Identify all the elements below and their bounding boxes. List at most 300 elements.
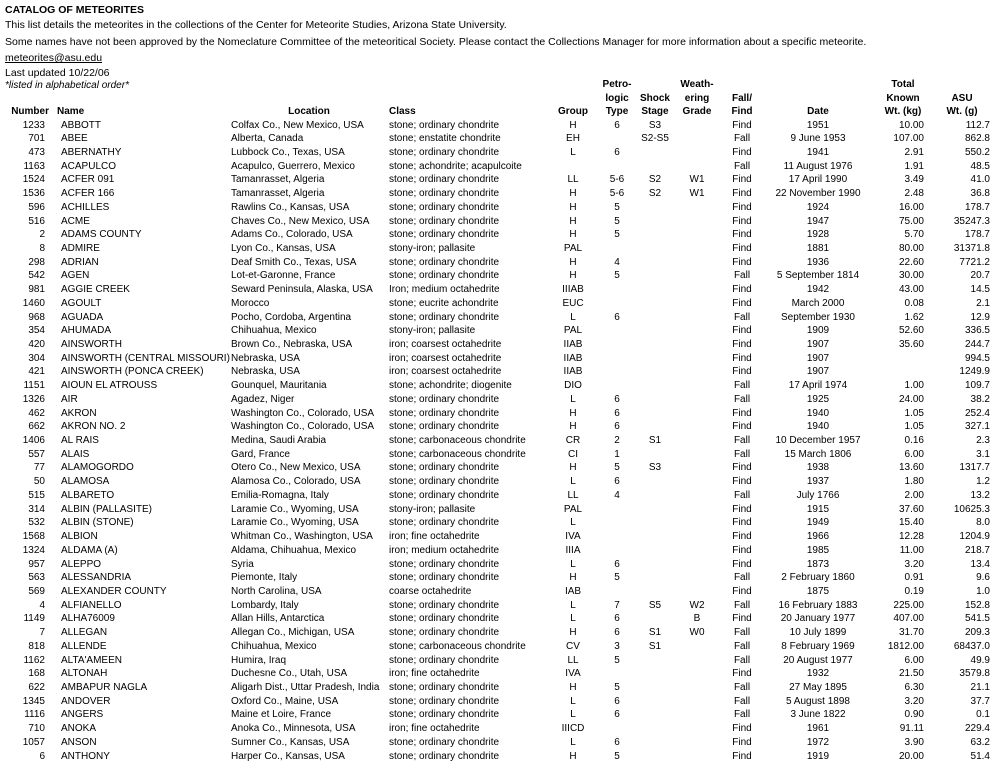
cell-date: 17 April 1974 xyxy=(788,380,848,392)
cell-number: 4 xyxy=(39,599,45,611)
cell-fall-find: Fall xyxy=(733,654,751,666)
cell-group: PAL xyxy=(563,325,583,337)
cell-number: 1163 xyxy=(23,160,45,172)
cell-weathering-grade xyxy=(674,365,720,379)
cell-number: 557 xyxy=(28,448,45,460)
table-row xyxy=(5,215,990,229)
cell-petrologic-type: 7 xyxy=(614,599,620,611)
col-header-group: Group xyxy=(558,106,588,117)
cell-location: Aligarh Dist., Uttar Pradesh, India xyxy=(231,681,380,693)
cell-number: 2 xyxy=(39,229,45,241)
cell-class: stone; ordinary chondrite xyxy=(389,558,500,570)
cell-class: stone; ordinary chondrite xyxy=(389,517,500,529)
cell-weathering-grade xyxy=(674,160,720,174)
cell-total-weight: 43.00 xyxy=(898,284,924,296)
cell-fall-find: Fall xyxy=(733,627,751,639)
cell-group: IIAB xyxy=(563,352,583,364)
cell-shock-stage xyxy=(636,146,674,160)
cell-name: ALAMOGORDO xyxy=(61,462,134,474)
cell-class: stone; enstatite chondrite xyxy=(389,133,501,145)
cell-number: 981 xyxy=(28,284,45,296)
cell-group: CV xyxy=(566,640,580,652)
cell-location: Morocco xyxy=(231,297,270,309)
cell-asu-weight: 20.7 xyxy=(970,270,990,282)
table-row xyxy=(5,654,990,668)
table-row xyxy=(5,119,990,133)
cell-group: H xyxy=(569,421,577,433)
cell-asu-weight: 49.9 xyxy=(970,654,990,666)
table-row xyxy=(5,434,990,448)
table-row xyxy=(5,558,990,572)
cell-number: 968 xyxy=(28,311,45,323)
cell-location: Laramie Co., Wyoming, USA xyxy=(231,517,359,529)
cell-group: L xyxy=(570,695,576,707)
table-row xyxy=(5,242,990,256)
cell-petrologic-type xyxy=(598,585,636,599)
table-row xyxy=(5,544,990,558)
cell-name: AINSWORTH (CENTRAL MISSOURI) xyxy=(61,352,230,364)
table-row xyxy=(5,750,990,764)
cell-petrologic-type xyxy=(598,530,636,544)
cell-petrologic-type: 6 xyxy=(614,627,620,639)
cell-total-weight: 37.60 xyxy=(898,503,924,515)
cell-asu-weight: 3579.8 xyxy=(959,668,990,680)
cell-total-weight: 107.00 xyxy=(893,133,924,145)
table-row xyxy=(5,516,990,530)
cell-group: H xyxy=(569,462,577,474)
cell-shock-stage xyxy=(636,708,674,722)
cell-asu-weight: 48.5 xyxy=(970,160,990,172)
cell-shock-stage xyxy=(636,269,674,283)
cell-weathering-grade xyxy=(674,420,720,434)
table-row xyxy=(5,365,990,379)
cell-shock-stage: S1 xyxy=(648,627,662,639)
cell-shock-stage xyxy=(636,489,674,503)
cell-fall-find: Find xyxy=(732,297,752,309)
table-row xyxy=(5,352,990,366)
cell-number: 818 xyxy=(28,640,45,652)
cell-name: ALAIS xyxy=(61,448,90,460)
cell-petrologic-type: 4 xyxy=(614,256,620,268)
cell-weathering-grade xyxy=(674,516,720,530)
cell-number: 710 xyxy=(28,723,45,735)
cell-date: 1985 xyxy=(806,544,830,556)
cell-petrologic-type xyxy=(598,379,636,393)
cell-asu-weight: 550.2 xyxy=(964,146,990,158)
col-header-number: Number xyxy=(11,106,49,117)
cell-location: Lubbock Co., Texas, USA xyxy=(231,146,345,158)
cell-petrologic-type xyxy=(598,132,636,146)
cell-location: Agadez, Niger xyxy=(231,393,295,405)
cell-group: L xyxy=(570,517,576,529)
cell-asu-weight: 0.1 xyxy=(976,709,990,721)
table-row xyxy=(5,132,990,146)
cell-class: stone; ordinary chondrite xyxy=(389,146,500,158)
contact-email-link[interactable]: meteorites@asu.edu xyxy=(5,52,103,64)
cell-name: ABEE xyxy=(61,133,88,145)
cell-location: Nebraska, USA xyxy=(231,366,300,378)
cell-asu-weight: 12.9 xyxy=(970,311,990,323)
cell-location: Washington Co., Colorado, USA xyxy=(231,407,375,419)
table-row xyxy=(5,599,990,613)
cell-total-weight: 1.00 xyxy=(904,380,924,392)
cell-weathering-grade xyxy=(674,297,720,311)
cell-location: Alberta, Canada xyxy=(231,133,304,145)
cell-petrologic-type: 5 xyxy=(614,462,620,474)
cell-asu-weight: 252.4 xyxy=(964,407,990,419)
cell-total-weight: 16.00 xyxy=(898,201,924,213)
cell-fall-find: Find xyxy=(732,503,752,515)
cell-petrologic-type: 5-6 xyxy=(609,174,625,186)
cell-location: Brown Co., Nebraska, USA xyxy=(231,339,353,350)
cell-group: H xyxy=(569,572,577,584)
cell-petrologic-type: 6 xyxy=(614,558,620,570)
cell-weathering-grade xyxy=(674,681,720,695)
cell-number: 473 xyxy=(28,146,45,158)
cell-total-weight: 15.40 xyxy=(898,517,924,529)
cell-fall-find: Fall xyxy=(733,311,751,323)
cell-name: ALLEGAN xyxy=(61,627,108,639)
cell-weathering-grade xyxy=(674,119,720,133)
cell-class: iron; coarsest octahedrite xyxy=(389,352,502,364)
cell-asu-weight: 1204.9 xyxy=(959,531,990,543)
cell-date: March 2000 xyxy=(791,297,845,309)
cell-date: 1907 xyxy=(806,352,830,364)
cell-group: LL xyxy=(567,654,579,666)
cell-number: 8 xyxy=(39,242,45,254)
cell-location: Washington Co., Colorado, USA xyxy=(231,421,375,433)
cell-number: 622 xyxy=(28,681,45,693)
cell-fall-find: Fall xyxy=(733,572,751,584)
cell-location: Otero Co., New Mexico, USA xyxy=(231,462,361,474)
cell-number: 420 xyxy=(28,339,45,350)
cell-shock-stage xyxy=(636,338,674,352)
cell-group: EH xyxy=(566,133,580,145)
cell-location: Duchesne Co., Utah, USA xyxy=(231,668,348,680)
cell-group: LL xyxy=(567,174,579,186)
cell-name: ALLENDE xyxy=(61,640,107,652)
cell-location: Lombardy, Italy xyxy=(231,599,299,611)
cell-name: AGOULT xyxy=(61,297,102,309)
cell-class: stone; achondrite; acapulcoite xyxy=(389,160,522,172)
cell-class: stone; ordinary chondrite xyxy=(389,462,500,474)
cell-group: H xyxy=(569,229,577,241)
cell-fall-find: Find xyxy=(732,613,752,625)
cell-weathering-grade xyxy=(674,283,720,297)
table-row xyxy=(5,585,990,599)
cell-asu-weight: 2.3 xyxy=(976,435,990,447)
cell-petrologic-type xyxy=(598,722,636,736)
cell-weathering-grade xyxy=(674,407,720,421)
cell-total-weight: 91.11 xyxy=(899,723,924,735)
cell-class: stone; ordinary chondrite xyxy=(389,119,500,131)
cell-number: 1233 xyxy=(22,119,45,131)
cell-class: stone; ordinary chondrite xyxy=(389,572,500,584)
cell-total-weight: 31.70 xyxy=(898,627,924,639)
cell-number: 6 xyxy=(39,750,45,762)
intro-line: This list details the meteorites in the collections of the Center for Meteorite Studies, Arizona State University. xyxy=(5,19,507,31)
cell-total-weight: 1.05 xyxy=(904,421,924,433)
cell-asu-weight: 21.1 xyxy=(970,681,990,693)
cell-class: stone; ordinary chondrite xyxy=(389,736,500,748)
cell-date: 1925 xyxy=(806,393,830,405)
cell-weathering-grade xyxy=(674,558,720,572)
cell-fall-find: Find xyxy=(732,585,752,597)
cell-name: AKRON xyxy=(61,407,97,419)
cell-number: 1151 xyxy=(23,380,45,392)
cell-fall-find: Find xyxy=(732,544,752,556)
cell-group: L xyxy=(570,599,576,611)
cell-location: Alamosa Co., Colorado, USA xyxy=(231,476,361,488)
cell-weathering-grade xyxy=(674,489,720,503)
cell-petrologic-type: 6 xyxy=(614,709,620,721)
cell-date: 1919 xyxy=(806,750,830,762)
cell-location: Chihuahua, Mexico xyxy=(231,640,317,652)
cell-group: CI xyxy=(568,448,578,460)
cell-weathering-grade xyxy=(674,667,720,681)
cell-shock-stage: S2 xyxy=(648,188,662,200)
cell-total-weight: 5.70 xyxy=(904,229,924,241)
cell-petrologic-type: 5 xyxy=(614,270,620,282)
cell-class: stone; ordinary chondrite xyxy=(389,599,500,611)
table-row xyxy=(5,736,990,750)
cell-location: Tamanrasset, Algeria xyxy=(231,188,325,200)
cell-total-weight xyxy=(872,365,934,379)
cell-shock-stage: S3 xyxy=(648,119,662,131)
cell-name: ANSON xyxy=(61,736,97,748)
cell-petrologic-type: 6 xyxy=(614,407,620,419)
cell-petrologic-type: 5 xyxy=(614,750,620,762)
cell-fall-find: Find xyxy=(732,421,752,433)
cell-total-weight: 3.20 xyxy=(904,558,924,570)
cell-date: 1942 xyxy=(806,284,830,296)
cell-weathering-grade xyxy=(674,215,720,229)
cell-class: stone; ordinary chondrite xyxy=(389,201,500,213)
cell-shock-stage: S1 xyxy=(648,435,662,447)
catalog-title: CATALOG OF METEORITES xyxy=(5,4,145,16)
cell-class: stony-iron; pallasite xyxy=(389,242,476,254)
cell-fall-find: Fall xyxy=(733,448,751,460)
cell-group: L xyxy=(570,146,576,158)
cell-date: 1907 xyxy=(806,366,830,378)
table-row xyxy=(5,256,990,270)
cell-fall-find: Find xyxy=(732,531,752,543)
cell-class: stone; ordinary chondrite xyxy=(389,229,500,241)
cell-asu-weight: 8.0 xyxy=(976,517,990,529)
table-row xyxy=(5,173,990,187)
cell-weathering-grade xyxy=(674,338,720,352)
cell-class: iron; medium octahedrite xyxy=(389,544,500,556)
cell-location: Anoka Co., Minnesota, USA xyxy=(231,723,356,735)
cell-location: Colfax Co., New Mexico, USA xyxy=(231,119,364,131)
cell-location: Maine et Loire, France xyxy=(231,709,332,721)
cell-petrologic-type: 6 xyxy=(614,695,620,707)
cell-name: AIR xyxy=(61,393,78,405)
cell-group: PAL xyxy=(563,503,583,515)
table-row xyxy=(5,311,990,325)
cell-group: IAB xyxy=(564,585,582,597)
cell-petrologic-type: 5 xyxy=(614,572,620,584)
cell-number: 569 xyxy=(28,585,45,597)
cell-weathering-grade xyxy=(674,530,720,544)
table-row xyxy=(5,475,990,489)
cell-petrologic-type: 5 xyxy=(614,215,620,227)
cell-total-weight: 2.91 xyxy=(904,146,924,158)
cell-shock-stage xyxy=(636,352,674,366)
cell-number: 532 xyxy=(28,517,45,529)
table-row xyxy=(5,571,990,585)
cell-location: Lyon Co., Kansas, USA xyxy=(231,242,336,254)
cell-group: L xyxy=(570,558,576,570)
cell-name: ANDOVER xyxy=(61,695,111,707)
cell-petrologic-type: 6 xyxy=(614,146,620,158)
cell-total-weight: 0.90 xyxy=(904,709,924,721)
cell-date: 1966 xyxy=(806,531,830,543)
cell-number: 1162 xyxy=(23,654,45,666)
table-row xyxy=(5,681,990,695)
cell-class: stone; ordinary chondrite xyxy=(389,311,500,323)
cell-shock-stage xyxy=(636,283,674,297)
cell-fall-find: Find xyxy=(732,146,752,158)
cell-location: Deaf Smith Co., Texas, USA xyxy=(231,256,357,268)
cell-shock-stage: S2-S5 xyxy=(641,133,669,145)
cell-class: coarse octahedrite xyxy=(389,585,472,597)
cell-asu-weight: 2.1 xyxy=(976,297,990,309)
cell-weathering-grade xyxy=(674,146,720,160)
cell-shock-stage xyxy=(636,530,674,544)
cell-number: 7 xyxy=(39,627,45,639)
cell-asu-weight: 209.3 xyxy=(964,627,990,639)
cell-class: iron; coarsest octahedrite xyxy=(389,366,502,378)
cell-group: LL xyxy=(567,489,579,501)
cell-name: ALTONAH xyxy=(61,668,108,680)
cell-fall-find: Find xyxy=(732,407,752,419)
cell-asu-weight: 1249.9 xyxy=(959,366,990,378)
cell-weathering-grade xyxy=(674,640,720,654)
table-row xyxy=(5,448,990,462)
cell-asu-weight: 68437.0 xyxy=(953,640,990,652)
cell-group: H xyxy=(569,270,577,282)
cell-weathering-grade xyxy=(674,256,720,270)
cell-location: Acapulco, Guerrero, Mexico xyxy=(231,160,355,172)
cell-shock-stage xyxy=(636,722,674,736)
cell-date: 1947 xyxy=(806,215,830,227)
cell-weathering-grade: W0 xyxy=(689,627,705,639)
cell-asu-weight: 51.4 xyxy=(970,750,990,762)
cell-shock-stage xyxy=(636,201,674,215)
cell-class: Iron; medium octahedrite xyxy=(389,284,500,296)
cell-group: H xyxy=(569,627,577,639)
cell-fall-find: Find xyxy=(732,352,752,364)
cell-name: ALEXANDER COUNTY xyxy=(61,585,167,597)
cell-total-weight: 1.91 xyxy=(904,160,924,172)
cell-class: stony-iron; pallasite xyxy=(389,503,476,515)
cell-shock-stage xyxy=(636,558,674,572)
cell-location: Seward Peninsula, Alaska, USA xyxy=(231,284,373,296)
cell-shock-stage xyxy=(636,736,674,750)
cell-shock-stage: S1 xyxy=(648,640,662,652)
cell-number: 1536 xyxy=(22,188,45,200)
cell-date: 1915 xyxy=(806,503,830,515)
cell-number: 298 xyxy=(28,256,45,268)
cell-weathering-grade xyxy=(674,544,720,558)
cell-group: IIICD xyxy=(561,723,585,735)
cell-asu-weight: 994.5 xyxy=(964,352,990,364)
cell-name: ALBION xyxy=(61,531,98,543)
cell-name: ACFER 166 xyxy=(61,188,115,200)
cell-asu-weight: 336.5 xyxy=(964,325,990,337)
cell-group: CR xyxy=(565,435,581,447)
cell-total-weight: 35.60 xyxy=(898,339,924,350)
cell-weathering-grade xyxy=(674,434,720,448)
cell-location: Rawlins Co., Kansas, USA xyxy=(231,201,350,213)
cell-fall-find: Fall xyxy=(733,393,751,405)
cell-weathering-grade xyxy=(674,379,720,393)
cell-location: Chihuahua, Mexico xyxy=(231,325,317,337)
cell-fall-find: Find xyxy=(732,558,752,570)
cell-class: stone; carbonaceous chondrite xyxy=(389,435,526,447)
cell-total-weight: 75.00 xyxy=(898,215,924,227)
cell-name: ALTA'AMEEN xyxy=(61,654,122,666)
cell-shock-stage xyxy=(636,242,674,256)
cell-location: Chaves Co., New Mexico, USA xyxy=(231,215,370,227)
col-header-shock-stage: Shock Stage xyxy=(639,92,670,117)
col-header-petrologic-type: Petro- logic Type xyxy=(602,79,632,117)
cell-location: Adams Co., Colorado, USA xyxy=(231,229,353,241)
cell-total-weight: 407.00 xyxy=(893,613,924,625)
cell-location: Medina, Saudi Arabia xyxy=(231,435,327,447)
cell-class: stone; ordinary chondrite xyxy=(389,270,500,282)
cell-name: ADAMS COUNTY xyxy=(61,229,142,241)
cell-fall-find: Find xyxy=(732,242,752,254)
cell-location: Allegan Co., Michigan, USA xyxy=(231,627,355,639)
cell-shock-stage xyxy=(636,256,674,270)
cell-fall-find: Find xyxy=(732,517,752,529)
cell-location: Gounquel, Mauritania xyxy=(231,380,327,392)
cell-class: stone; eucrite achondrite xyxy=(389,297,499,309)
cell-name: AGEN xyxy=(61,270,90,282)
cell-group: L xyxy=(570,613,576,625)
cell-total-weight: 1812.00 xyxy=(887,640,924,652)
cell-class: stone; ordinary chondrite xyxy=(389,215,500,227)
cell-class: stone; ordinary chondrite xyxy=(389,489,500,501)
cell-petrologic-type: 6 xyxy=(614,119,620,131)
cell-location: Emilia-Romagna, Italy xyxy=(231,489,329,501)
cell-shock-stage xyxy=(636,297,674,311)
col-header-date: Date xyxy=(807,106,829,117)
cell-fall-find: Find xyxy=(732,256,752,268)
cell-date: 11 August 1976 xyxy=(783,160,853,172)
cell-total-weight: 225.00 xyxy=(893,599,924,611)
cell-shock-stage xyxy=(636,228,674,242)
cell-number: 542 xyxy=(28,270,45,282)
col-header-class: Class xyxy=(389,106,416,117)
cell-shock-stage xyxy=(636,215,674,229)
cell-date: 1938 xyxy=(806,462,830,474)
cell-number: 421 xyxy=(28,366,45,378)
cell-asu-weight: 178.7 xyxy=(964,229,990,241)
cell-total-weight: 10.00 xyxy=(898,119,924,131)
cell-shock-stage xyxy=(636,160,674,174)
table-row xyxy=(5,283,990,297)
table-row xyxy=(5,626,990,640)
table-row xyxy=(5,695,990,709)
cell-petrologic-type: 1 xyxy=(614,448,620,460)
table-row xyxy=(5,420,990,434)
cell-fall-find: Fall xyxy=(733,681,751,693)
cell-name: AKRON NO. 2 xyxy=(61,421,126,433)
cell-group: EUC xyxy=(562,297,584,309)
